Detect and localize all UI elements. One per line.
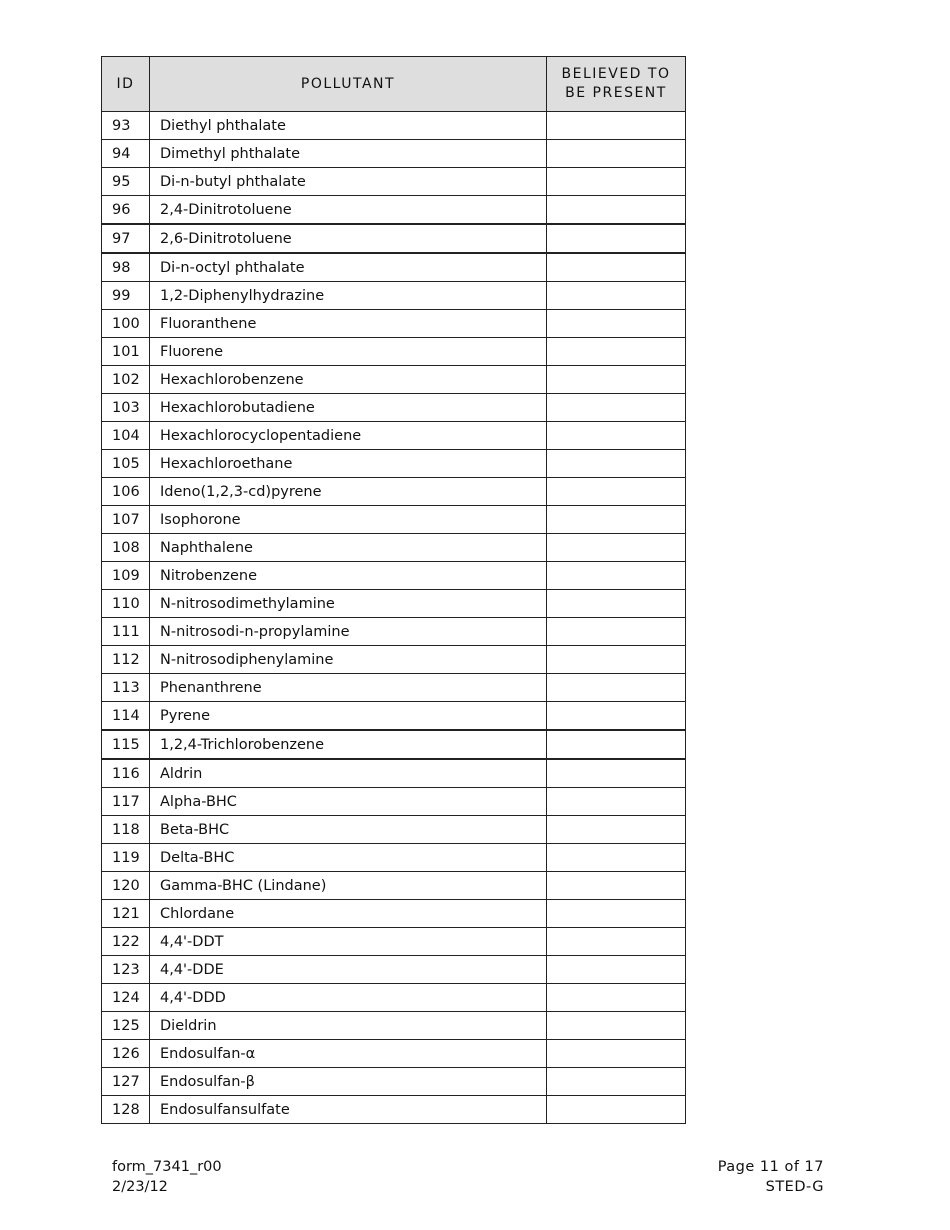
pollutant-name-cell: Endosulfan-α	[150, 1040, 547, 1068]
pollutant-header: POLLUTANT	[150, 57, 547, 112]
pollutant-id-cell: 93	[102, 112, 150, 140]
table-row	[102, 282, 686, 310]
table-row	[102, 168, 686, 196]
pollutant-name-cell: Fluorene	[150, 338, 547, 366]
table-body	[102, 112, 686, 1124]
pollutant-id-cell: 123	[102, 956, 150, 984]
pollutant-name-cell: Gamma-BHC (Lindane)	[150, 872, 547, 900]
pollutant-id-cell: 112	[102, 646, 150, 674]
believed-present-cell[interactable]	[547, 618, 686, 646]
table-row	[102, 1096, 686, 1124]
believed-present-cell[interactable]	[547, 534, 686, 562]
table-row	[102, 506, 686, 534]
pollutant-id-cell: 119	[102, 844, 150, 872]
pollutant-id-cell: 94	[102, 140, 150, 168]
table-row	[102, 759, 686, 788]
table-row	[102, 844, 686, 872]
pollutant-name-cell: Phenanthrene	[150, 674, 547, 702]
pollutant-name-cell: Diethyl phthalate	[150, 112, 547, 140]
believed-present-cell[interactable]	[547, 394, 686, 422]
pollutant-id-cell: 128	[102, 1096, 150, 1124]
table-row	[102, 394, 686, 422]
pollutant-id-cell: 118	[102, 816, 150, 844]
pollutant-id-cell: 116	[102, 759, 150, 788]
believed-present-cell[interactable]	[547, 366, 686, 394]
pollutant-id-cell: 98	[102, 253, 150, 282]
pollutant-id-cell: 125	[102, 1012, 150, 1040]
believed-present-cell[interactable]	[547, 168, 686, 196]
pollutant-name-cell: 4,4'-DDT	[150, 928, 547, 956]
table-row	[102, 366, 686, 394]
pollutant-id-cell: 103	[102, 394, 150, 422]
believed-present-cell[interactable]	[547, 282, 686, 310]
pollutant-name-cell: 4,4'-DDD	[150, 984, 547, 1012]
table-row	[102, 788, 686, 816]
believed-present-cell[interactable]	[547, 928, 686, 956]
pollutant-name-cell: Hexachlorocyclopentadiene	[150, 422, 547, 450]
id-header: ID	[102, 57, 150, 112]
believed-present-header-line2: BE PRESENT	[565, 85, 667, 101]
believed-present-cell[interactable]	[547, 872, 686, 900]
table-row	[102, 646, 686, 674]
pollutant-id-cell: 113	[102, 674, 150, 702]
pollutant-name-cell: Hexachloroethane	[150, 450, 547, 478]
pollutant-id-cell: 122	[102, 928, 150, 956]
table-row	[102, 112, 686, 140]
table-row	[102, 140, 686, 168]
believed-present-cell[interactable]	[547, 956, 686, 984]
pollutant-id-cell: 104	[102, 422, 150, 450]
pollutant-name-cell: Fluoranthene	[150, 310, 547, 338]
pollutant-name-cell: Alpha-BHC	[150, 788, 547, 816]
believed-present-cell[interactable]	[547, 730, 686, 759]
pollutant-name-cell: Di-n-butyl phthalate	[150, 168, 547, 196]
table-row	[102, 872, 686, 900]
table-row	[102, 224, 686, 253]
pollutant-name-cell: Aldrin	[150, 759, 547, 788]
believed-present-cell[interactable]	[547, 984, 686, 1012]
table-row	[102, 253, 686, 282]
pollutant-name-cell: Dimethyl phthalate	[150, 140, 547, 168]
pollutant-name-cell: Hexachlorobutadiene	[150, 394, 547, 422]
pollutant-id-cell: 115	[102, 730, 150, 759]
form-date: 2/23/12	[112, 1179, 168, 1195]
pollutant-name-cell: N-nitrosodi-n-propylamine	[150, 618, 547, 646]
pollutant-name-cell: Nitrobenzene	[150, 562, 547, 590]
believed-present-cell[interactable]	[547, 422, 686, 450]
believed-present-cell[interactable]	[547, 844, 686, 872]
pollutant-id-cell: 120	[102, 872, 150, 900]
believed-present-cell[interactable]	[547, 816, 686, 844]
footer-left	[112, 1157, 222, 1197]
believed-present-cell[interactable]	[547, 1096, 686, 1124]
pollutant-name-cell: N-nitrosodimethylamine	[150, 590, 547, 618]
pollutant-name-cell: 4,4'-DDE	[150, 956, 547, 984]
pollutant-name-cell: Ideno(1,2,3-cd)pyrene	[150, 478, 547, 506]
believed-present-cell[interactable]	[547, 450, 686, 478]
pollutant-name-cell: Endosulfansulfate	[150, 1096, 547, 1124]
table-row	[102, 478, 686, 506]
pollutant-name-cell: 1,2,4-Trichlorobenzene	[150, 730, 547, 759]
believed-present-cell[interactable]	[547, 1040, 686, 1068]
believed-present-cell[interactable]	[547, 562, 686, 590]
table-row	[102, 730, 686, 759]
pollutant-id-cell: 127	[102, 1068, 150, 1096]
table-row	[102, 534, 686, 562]
pollutant-name-cell: Isophorone	[150, 506, 547, 534]
believed-present-cell[interactable]	[547, 646, 686, 674]
pollutant-name-cell: 1,2-Diphenylhydrazine	[150, 282, 547, 310]
believed-present-cell[interactable]	[547, 1012, 686, 1040]
table-row	[102, 338, 686, 366]
table-row	[102, 702, 686, 731]
believed-present-cell[interactable]	[547, 196, 686, 225]
pollutant-name-cell: Dieldrin	[150, 1012, 547, 1040]
pollutant-id-cell: 124	[102, 984, 150, 1012]
table-row	[102, 450, 686, 478]
pollutant-table	[101, 56, 686, 1124]
pollutant-id-cell: 108	[102, 534, 150, 562]
table-row	[102, 1068, 686, 1096]
pollutant-id-cell: 101	[102, 338, 150, 366]
pollutant-id-cell: 117	[102, 788, 150, 816]
pollutant-name-cell: Hexachlorobenzene	[150, 366, 547, 394]
believed-present-cell[interactable]	[547, 338, 686, 366]
pollutant-name-cell: Pyrene	[150, 702, 547, 731]
believed-present-cell[interactable]	[547, 506, 686, 534]
table-row	[102, 562, 686, 590]
form-code: STED-G	[765, 1179, 824, 1195]
pollutant-id-cell: 100	[102, 310, 150, 338]
pollutant-id-cell: 107	[102, 506, 150, 534]
table-row	[102, 674, 686, 702]
believed-present-cell[interactable]	[547, 224, 686, 253]
form-id: form_7341_r00	[112, 1159, 222, 1175]
table-row	[102, 590, 686, 618]
pollutant-id-cell: 109	[102, 562, 150, 590]
table-row	[102, 984, 686, 1012]
believed-present-header	[547, 57, 686, 112]
pollutant-name-cell: Delta-BHC	[150, 844, 547, 872]
pollutant-name-cell: Naphthalene	[150, 534, 547, 562]
pollutant-id-cell: 121	[102, 900, 150, 928]
pollutant-id-cell: 95	[102, 168, 150, 196]
table-row	[102, 618, 686, 646]
believed-present-cell[interactable]	[547, 140, 686, 168]
pollutant-name-cell: Beta-BHC	[150, 816, 547, 844]
table-row	[102, 422, 686, 450]
table-row	[102, 196, 686, 225]
table-row	[102, 900, 686, 928]
pollutant-id-cell: 102	[102, 366, 150, 394]
table-row	[102, 1012, 686, 1040]
pollutant-name-cell: Di-n-octyl phthalate	[150, 253, 547, 282]
believed-present-cell[interactable]	[547, 253, 686, 282]
pollutant-id-cell: 126	[102, 1040, 150, 1068]
believed-present-cell[interactable]	[547, 590, 686, 618]
pollutant-id-cell: 111	[102, 618, 150, 646]
pollutant-id-cell: 110	[102, 590, 150, 618]
believed-present-header-line1: BELIEVED TO	[561, 66, 671, 82]
believed-present-cell[interactable]	[547, 900, 686, 928]
pollutant-name-cell: N-nitrosodiphenylamine	[150, 646, 547, 674]
table-row	[102, 956, 686, 984]
believed-present-cell[interactable]	[547, 1068, 686, 1096]
believed-present-cell[interactable]	[547, 112, 686, 140]
pollutant-name-cell: 2,4-Dinitrotoluene	[150, 196, 547, 225]
pollutant-name-cell: Endosulfan-β	[150, 1068, 547, 1096]
table-row	[102, 928, 686, 956]
pollutant-id-cell: 97	[102, 224, 150, 253]
table-row	[102, 310, 686, 338]
believed-present-cell[interactable]	[547, 788, 686, 816]
believed-present-cell[interactable]	[547, 702, 686, 731]
pollutant-id-cell: 105	[102, 450, 150, 478]
table-row	[102, 816, 686, 844]
pollutant-id-cell: 106	[102, 478, 150, 506]
pollutant-name-cell: 2,6-Dinitrotoluene	[150, 224, 547, 253]
believed-present-cell[interactable]	[547, 674, 686, 702]
pollutant-name-cell: Chlordane	[150, 900, 547, 928]
pollutant-id-cell: 99	[102, 282, 150, 310]
table-row	[102, 1040, 686, 1068]
pollutant-id-cell: 114	[102, 702, 150, 731]
pollutant-id-cell: 96	[102, 196, 150, 225]
table-header-row	[102, 57, 686, 112]
believed-present-cell[interactable]	[547, 478, 686, 506]
believed-present-cell[interactable]	[547, 310, 686, 338]
believed-present-cell[interactable]	[547, 759, 686, 788]
footer-right	[718, 1157, 824, 1197]
page-number: Page 11 of 17	[717, 1159, 824, 1175]
